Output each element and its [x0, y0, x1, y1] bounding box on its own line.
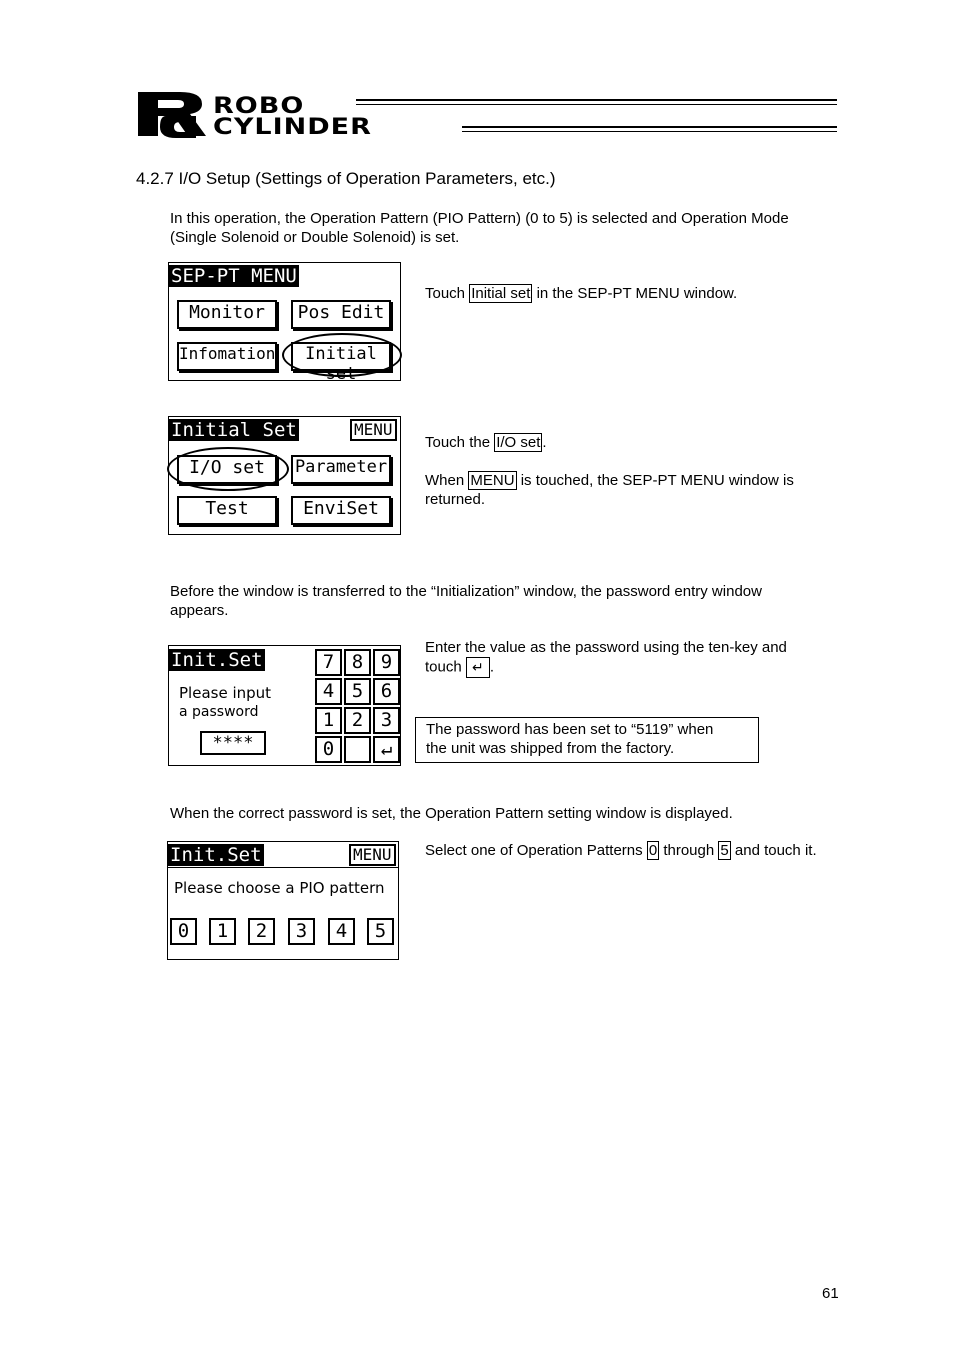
header-rule-bottom-thin — [462, 131, 837, 132]
note-key-io-set: I/O set — [496, 434, 541, 451]
lcd-title: Initial Set — [171, 419, 297, 441]
note-text: is touched, the SEP-PT MENU window is — [516, 472, 794, 489]
menu-button[interactable]: MENU — [350, 419, 397, 441]
note-key-initial-set: Initial set — [471, 285, 531, 302]
intro-line-2: (Single Solenoid or Double Solenoid) is set. — [170, 229, 460, 246]
key-9[interactable]: 9 — [373, 649, 400, 676]
sep-pt-menu-screen — [168, 262, 401, 384]
info-box-line-1: The password has been set to “5119” when — [426, 721, 714, 738]
screen1-note — [425, 284, 737, 303]
initial-set-screen — [168, 416, 401, 535]
rc-logo-icon — [136, 90, 208, 138]
note-text: . — [489, 658, 495, 676]
lcd-title: Init.Set — [171, 649, 263, 671]
logo-word-cylinder: CYLINDER — [213, 114, 372, 140]
enter-icon: ↵ — [466, 657, 490, 678]
key-1[interactable]: 1 — [315, 707, 342, 734]
key-6[interactable]: 6 — [373, 678, 400, 705]
note-text: and touch it. — [730, 842, 817, 859]
password-field[interactable]: **** — [200, 731, 266, 755]
para3-line-1: When the correct password is set, the Operation Pattern setting window is displayed. — [170, 805, 733, 822]
note-key-0: 0 — [648, 842, 658, 859]
screen4-note — [425, 841, 817, 860]
pattern-1-button[interactable]: 1 — [209, 918, 236, 945]
pattern-5-button[interactable]: 5 — [367, 918, 394, 945]
screen2-note2-line2: returned. — [425, 491, 486, 508]
envi-set-button[interactable]: EnviSet — [291, 496, 391, 525]
logo-word-robo: ROBO — [213, 93, 305, 119]
note-key-5: 5 — [720, 842, 729, 859]
screen3-note-line-2 — [425, 657, 494, 678]
key-4[interactable]: 4 — [315, 678, 342, 705]
note-text: through — [659, 842, 719, 859]
password-prompt-line-2: a password — [179, 704, 259, 720]
lcd-title: SEP-PT MENU — [171, 265, 297, 287]
lcd-divider — [168, 867, 398, 868]
intro-line-1: In this operation, the Operation Pattern (PIO Pattern) (0 to 5) is selected and Operation Mode — [170, 210, 789, 227]
header-rule-top-thin — [356, 104, 837, 105]
note-text: When — [425, 472, 469, 489]
highlight-ellipse — [282, 333, 402, 377]
pos-edit-button[interactable]: Pos Edit — [291, 300, 391, 329]
pattern-0-button[interactable]: 0 — [170, 918, 197, 945]
key-8[interactable]: 8 — [344, 649, 371, 676]
io-set-button[interactable]: I/O set — [177, 455, 277, 484]
pattern-2-button[interactable]: 2 — [248, 918, 275, 945]
pattern-4-button[interactable]: 4 — [328, 918, 355, 945]
pattern-3-button[interactable]: 3 — [288, 918, 315, 945]
key-5[interactable]: 5 — [344, 678, 371, 705]
note-text: touch — [425, 658, 462, 676]
para2-line-1: Before the window is transferred to the “Initialization” window, the password entry window — [170, 583, 762, 600]
enter-key-icon[interactable]: ↵ — [373, 736, 400, 763]
initial-set-button[interactable]: Initial set — [291, 342, 391, 371]
lcd-title: Init.Set — [170, 844, 262, 866]
highlight-ellipse — [167, 447, 289, 491]
note-text: Touch — [425, 285, 470, 302]
monitor-button[interactable]: Monitor — [177, 300, 277, 329]
information-button[interactable]: Infomation — [177, 342, 277, 371]
key-3[interactable]: 3 — [373, 707, 400, 734]
screen2-note1 — [425, 433, 547, 452]
menu-button[interactable]: MENU — [349, 844, 396, 866]
password-screen — [168, 645, 401, 766]
section-title: 4.2.7 I/O Setup (Settings of Operation Parameters, etc.) — [136, 169, 556, 188]
header-rule-bottom — [462, 126, 837, 128]
key-7[interactable]: 7 — [315, 649, 342, 676]
parameter-button[interactable]: Parameter — [291, 455, 391, 484]
header-rule-top — [356, 99, 837, 101]
note-text: . — [542, 434, 547, 451]
note-text: in the SEP-PT MENU window. — [532, 285, 738, 302]
key-0[interactable]: 0 — [315, 736, 342, 763]
page-number: 61 — [822, 1285, 839, 1302]
password-prompt-line-1: Please input — [179, 684, 272, 702]
screen2-note2 — [425, 471, 794, 490]
password-info-box — [415, 717, 759, 763]
pio-pattern-prompt: Please choose a PIO pattern — [174, 879, 385, 897]
para2-line-2: appears. — [170, 602, 229, 619]
key-blank[interactable] — [344, 736, 371, 763]
note-key-menu: MENU — [470, 472, 515, 489]
note-text: Select one of Operation Patterns — [425, 842, 647, 859]
key-2[interactable]: 2 — [344, 707, 371, 734]
info-box-line-2: the unit was shipped from the factory. — [426, 740, 675, 757]
pio-pattern-screen — [167, 841, 399, 960]
note-text: Touch the — [425, 434, 495, 451]
test-button[interactable]: Test — [177, 496, 277, 525]
screen3-note-line-1: Enter the value as the password using the ten-key and — [425, 639, 787, 656]
